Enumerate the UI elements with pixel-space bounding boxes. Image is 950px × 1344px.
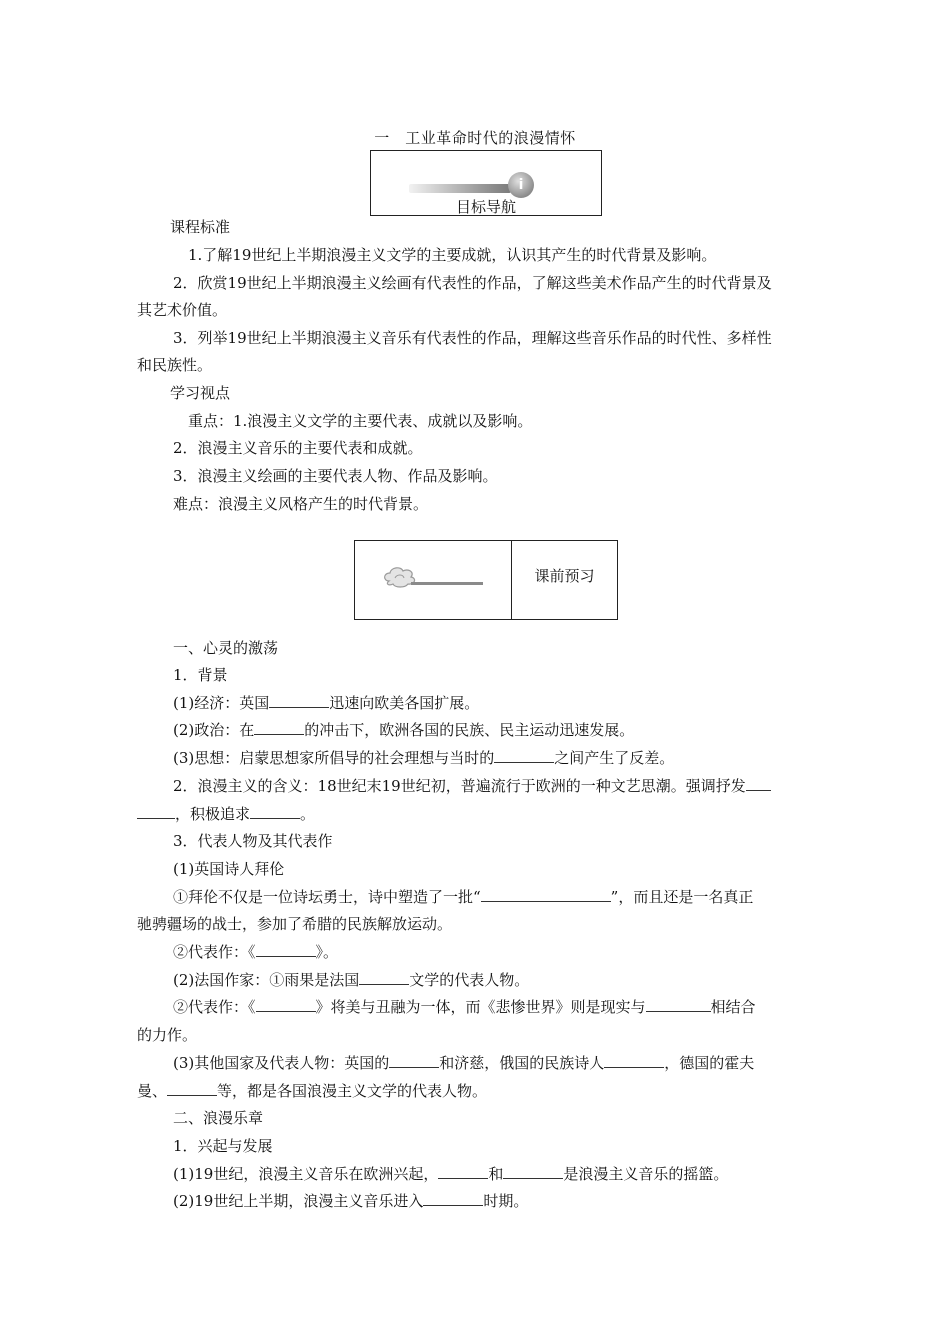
background-heading: 1．背景: [173, 666, 228, 684]
meaning-text-a: 2．浪漫主义的含义：18世纪末19世纪初，普遍流行于欧洲的一种文艺思潮。强调抒发: [173, 777, 746, 795]
others-text-e: 等，都是各国浪漫主义文学的代表人物。: [217, 1082, 488, 1100]
hugo-work-text-b: 》将美与丑融为一体，而《悲惨世界》则是现实与: [315, 998, 646, 1016]
byron-text-b: ”，而且还是一名真正: [610, 888, 754, 906]
fill-blank[interactable]: [604, 1053, 664, 1068]
others-text-d: 曼、: [137, 1082, 168, 1100]
others-text-b: 和济慈，俄国的民族诗人: [439, 1054, 605, 1072]
fill-blank[interactable]: [256, 942, 316, 957]
fill-blank[interactable]: [494, 748, 554, 763]
curriculum-item-3-line-1: 3．列举19世纪上半期浪漫主义音乐有代表性的作品，理解这些音乐作品的时代性、多样性: [173, 329, 772, 347]
hugo-work-line-2: 的力作。: [137, 1026, 198, 1044]
hugo-work-text-a: ②代表作：《: [173, 998, 256, 1016]
fill-blank[interactable]: [359, 970, 409, 985]
fill-blank[interactable]: [438, 1164, 488, 1179]
rise-line-2: [173, 1190, 528, 1211]
section-1-heading: 一、心灵的激荡: [173, 639, 279, 657]
others-text-a: (3)其他国家及代表人物：英国的: [173, 1054, 390, 1072]
byron-heading: (1)英国诗人拜伦: [173, 860, 285, 878]
info-icon: i: [508, 172, 534, 198]
thought-text-a: (3)思想：启蒙思想家所倡导的社会理想与当时的: [173, 749, 495, 767]
curriculum-item-2-line-2: 其艺术价值。: [137, 301, 228, 319]
byron-work-text-b: 》。: [315, 943, 339, 961]
rise-line-1: [173, 1163, 728, 1184]
economy-line: [173, 692, 479, 713]
banner-bar-decoration: [409, 184, 511, 193]
curriculum-item-2-line-1: 2．欣赏19世纪上半期浪漫主义绘画有代表性的作品，了解这些美术作品产生的时代背景及: [173, 274, 772, 292]
hugo-text-b: 文学的代表人物。: [409, 971, 530, 989]
others-line-1: [173, 1052, 754, 1073]
meaning-line-2: [137, 803, 315, 824]
byron-line-1: [173, 886, 753, 907]
rise2-text-a: (2)19世纪上半期，浪漫主义音乐进入: [173, 1192, 424, 1210]
banner-label: 目标导航: [455, 198, 516, 216]
preview-label: 课前预习: [534, 567, 595, 585]
thought-text-b: 之间产生了反差。: [554, 749, 675, 767]
byron-text-a: ①拜伦不仅是一位诗坛勇士，诗中塑造了一批“: [173, 888, 481, 906]
viewpoint-key-1: 重点：1.浪漫主义文学的主要代表、成就以及影响。: [188, 412, 533, 430]
preview-banner: [354, 540, 618, 620]
meaning-text-b: ，积极追求: [175, 805, 251, 823]
rise-text-b: 和: [488, 1165, 504, 1183]
byron-line-2: 驰骋疆场的战士，参加了希腊的民族解放运动。: [137, 915, 453, 933]
rise-text-a: (1)19世纪，浪漫主义音乐在欧洲兴起，: [173, 1165, 439, 1183]
fill-blank[interactable]: [167, 1081, 217, 1096]
economy-text-a: (1)经济：英国: [173, 694, 270, 712]
cloud-scroll-icon: [381, 563, 485, 593]
hugo-work-line-1: [173, 996, 756, 1017]
fill-blank[interactable]: [646, 997, 711, 1012]
politics-line: [173, 719, 634, 740]
fill-blank[interactable]: [423, 1191, 483, 1206]
rise-text-c: 是浪漫主义音乐的摇篮。: [563, 1165, 729, 1183]
fill-blank[interactable]: [269, 693, 329, 708]
page-title: 一 工业革命时代的浪漫情怀: [374, 129, 576, 147]
preview-icon-cell: [355, 541, 512, 619]
hugo-line: [173, 969, 529, 990]
meaning-line-1: [173, 775, 771, 796]
others-text-c: ，德国的霍夫: [664, 1054, 755, 1072]
rise2-text-b: 时期。: [483, 1192, 529, 1210]
viewpoint-key-3: 3．浪漫主义绘画的主要代表人物、作品及影响。: [173, 467, 498, 485]
others-line-2: [137, 1080, 487, 1101]
politics-text-a: (2)政治：在: [173, 721, 255, 739]
section-2-heading: 二、浪漫乐章: [173, 1109, 264, 1127]
target-navigation-banner: [370, 150, 602, 216]
thought-line: [173, 747, 674, 768]
viewpoint-heading: 学习视点: [170, 384, 231, 402]
economy-text-b: 迅速向欧美各国扩展。: [329, 694, 480, 712]
fill-blank[interactable]: [481, 887, 611, 902]
fill-blank[interactable]: [256, 997, 316, 1012]
byron-work-line: [173, 941, 338, 962]
hugo-text-a: (2)法国作家：①雨果是法国: [173, 971, 360, 989]
curriculum-item-3-line-2: 和民族性。: [137, 356, 213, 374]
fill-blank[interactable]: [250, 804, 300, 819]
rise-heading: 1．兴起与发展: [173, 1137, 273, 1155]
fill-blank[interactable]: [503, 1164, 563, 1179]
figures-heading: 3．代表人物及其代表作: [173, 832, 333, 850]
fill-blank[interactable]: [746, 776, 771, 791]
viewpoint-difficulty: 难点：浪漫主义风格产生的时代背景。: [173, 495, 429, 513]
curriculum-item-1: 1.了解19世纪上半期浪漫主义文学的主要成就，认识其产生的时代背景及影响。: [188, 246, 717, 264]
politics-text-b: 的冲击下，欧洲各国的民族、民主运动迅速发展。: [304, 721, 635, 739]
fill-blank[interactable]: [254, 720, 304, 735]
fill-blank[interactable]: [389, 1053, 439, 1068]
curriculum-heading: 课程标准: [170, 218, 231, 236]
fill-blank[interactable]: [137, 804, 175, 819]
hugo-work-text-c: 相结合: [710, 998, 756, 1016]
byron-work-text-a: ②代表作：《: [173, 943, 256, 961]
meaning-text-c: 。: [300, 805, 316, 823]
viewpoint-key-2: 2．浪漫主义音乐的主要代表和成就。: [173, 439, 423, 457]
